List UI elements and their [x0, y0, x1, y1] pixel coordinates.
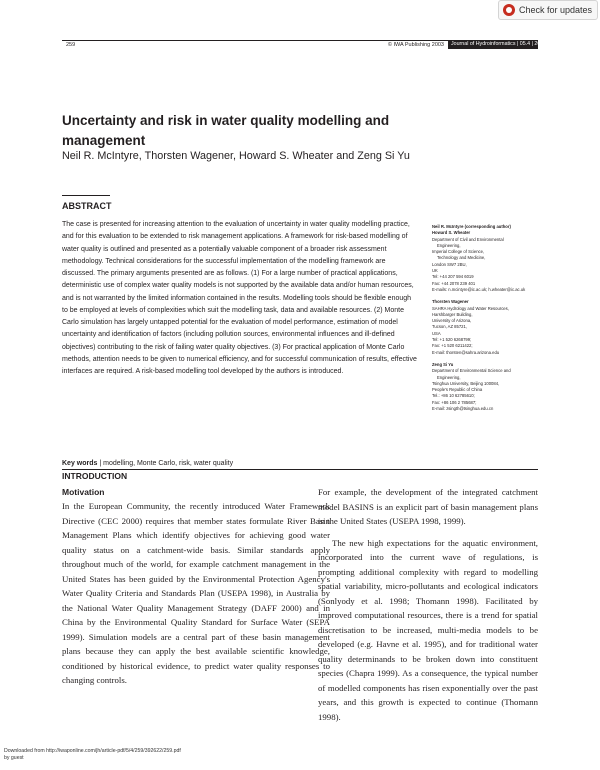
affiliation-line: UK — [432, 268, 438, 274]
paragraph: In the European Community, the recently introduced Water Framework Directive (CEC 2000) requires that member states formulate River Basin Management Plans which identify objectives for achieving good water quality status on a catchment-wide basis. Similar standards apply throughout much of the world, for example catchment management in the United States has been guided by the Environmental Protection Agency's Water Quality Criteria and Standards Plan (USEPA 1998), in Australia by the National Water Quality Management Strategy (DAFF 2000) and in China by the Environmental Quality Standard for Surface Water (SEPA 1999). Simulation models are a central part of these basin management plans because they can apply the best available scientific knowledge, conditioned by historical evidence, to predict water quality responses to changing controls. — [62, 501, 330, 685]
affiliation-line: Engineering, — [437, 374, 461, 380]
paragraph: The new high expectations for the aquatic environment, incorporated into the current wave of regulations, is prompting additional complexity with regard to modelling spatial variability, micro-pollutants and ecological indicators (Sonlyody et al. 1998; Thomann 1998). Facilitated by improved computational resources, there is a trend for spatial discretisation to be increased, multi-media models to be developed (e.g. Havne et al. 1995), and for traditional water quality determinands to be broken down into constituent species (Chapra 1999). As a consequence, the typical number of modelled components has risen exponentially over the past years, and this growth is expected to continue (Thomann 1998). — [318, 537, 538, 722]
affiliation-line: Engineering, — [437, 242, 461, 248]
article-title: Uncertainty and risk in water quality modelling and management — [62, 113, 390, 148]
abstract-text: The case is presented for increasing attention to the evaluation of uncertainty in water quality modelling practice, and for this evaluation to be extended to risk management applications. A framework for risk-based modelling of water quality is outlined and presented as a potentially valuable component of a broader risk assessment methodology. Technical considerations for the successful implementation of the modelling framework are discussed. The primary arguments presented are as follows. (1) For a large number of practical applications, deterministic use of complex water quality models is not supported by the available data and/or human resources, and is not warranted by the limited information contained in the results. Modelling tools should be flexible enough to be employed at levels of complexities which suit the modelling task, data and available resources. (2) Monte Carlo simulation has largely untapped potential for the evaluation of model performance, estimation of model uncertainty and identification of factors (including pollution sources, environmental influences and ill-defined objectives) contributing to the risk of failing water quality objectives. (3) For practical application of Monte Carlo methods, attention needs to be given to numerical efficiency, and for successful communication of results, effective interfaces are required. A risk-based modelling tool developed by the authors is introduced. — [62, 221, 417, 375]
affiliation-line: Technology and Medicine, — [437, 255, 486, 261]
download-link[interactable]: Downloaded from http://iwaponline.com/jh/article-pdf/5/4/259/392622/259.pdf — [4, 748, 181, 754]
subsection-heading: Motivation — [62, 487, 105, 497]
abstract-rule — [62, 195, 110, 196]
affiliation-line: Neil R. McIntyre (corresponding author) — [432, 224, 511, 229]
keywords-label: Key words — [62, 460, 98, 467]
affiliation-line: Fax: +44 2078 239 401 — [432, 280, 476, 286]
affiliation-line: Fax: +86 106 2 785687; — [432, 399, 477, 405]
affiliation-line: Tel: +1 520 6268799; — [432, 337, 472, 343]
affiliation-line: Department of Environmental Science and — [432, 368, 511, 374]
journal-banner: Journal of Hydroinformatics | 05.4 | 2003 — [448, 40, 538, 49]
affiliation-line: Department of Civil and Environmental — [432, 236, 504, 242]
affiliation-line: Tel.: +86 10 62785610; — [432, 393, 475, 399]
keywords-list: | modelling, Monte Carlo, risk, water quality — [99, 460, 234, 467]
affiliation-line: People's Republic of China — [432, 387, 483, 393]
check-for-updates-label: Check for updates — [519, 5, 593, 15]
affiliation-line: SAHRA Hydrology and Water Resources, — [432, 305, 509, 311]
body-column-right — [318, 485, 538, 724]
body-column-left — [62, 499, 330, 688]
section-heading: INTRODUCTION — [62, 471, 128, 481]
check-for-updates-badge[interactable] — [498, 0, 598, 20]
affiliations — [432, 224, 540, 418]
download-note: by guest — [4, 755, 24, 761]
affiliation-email[interactable]: E-mail: thorsten@sahra.arizona.edu — [432, 349, 500, 355]
affiliation-line: Howard S. Wheater — [432, 230, 471, 236]
abstract-heading: ABSTRACT — [62, 201, 112, 211]
download-footer — [4, 748, 181, 762]
affiliation-email[interactable]: E-mail: zsingth@tsinghua.edu.cn — [432, 406, 494, 412]
affiliation-line: Tel: +44 207 594 6019 — [432, 274, 474, 280]
affiliation-line: Tsinghua University, Beijing 100084, — [432, 380, 500, 386]
affiliation-block — [432, 299, 540, 356]
affiliation-line: Zeng Si Yu — [432, 361, 454, 367]
affiliation-line: Fax: +1 520 6211422; — [432, 343, 473, 349]
affiliation-block — [432, 224, 540, 293]
page-number: 259 — [66, 42, 76, 48]
refresh-icon — [503, 4, 515, 16]
affiliation-block — [432, 362, 540, 412]
affiliation-line: London SW7 2BU, — [432, 261, 467, 267]
affiliation-line: Tucson, AZ 85721, — [432, 324, 467, 330]
affiliation-line: Imperial College of Science, — [432, 249, 485, 255]
affiliation-line: USA — [432, 330, 441, 336]
keywords — [62, 460, 233, 467]
affiliation-line: Harshbarger Building, — [432, 311, 473, 317]
publisher-note: © IWA Publishing 2003 — [387, 42, 444, 48]
affiliation-email[interactable]: E-mails: n.mcintyre@ic.ac.uk; h.wheater@ic.ac.uk — [432, 286, 526, 292]
affiliation-line: University of Arizona, — [432, 318, 472, 324]
author-list: Neil R. McIntyre, Thorsten Wagener, Howard S. Wheater and Zeng Si Yu — [62, 150, 410, 162]
paragraph: For example, the development of the integrated catchment model BASINS is an explicit part of basin management plans in the United States (USEPA 1998, 1999). — [318, 487, 538, 526]
section-rule — [62, 469, 538, 470]
affiliation-line: Thorsten Wagener — [432, 299, 469, 305]
